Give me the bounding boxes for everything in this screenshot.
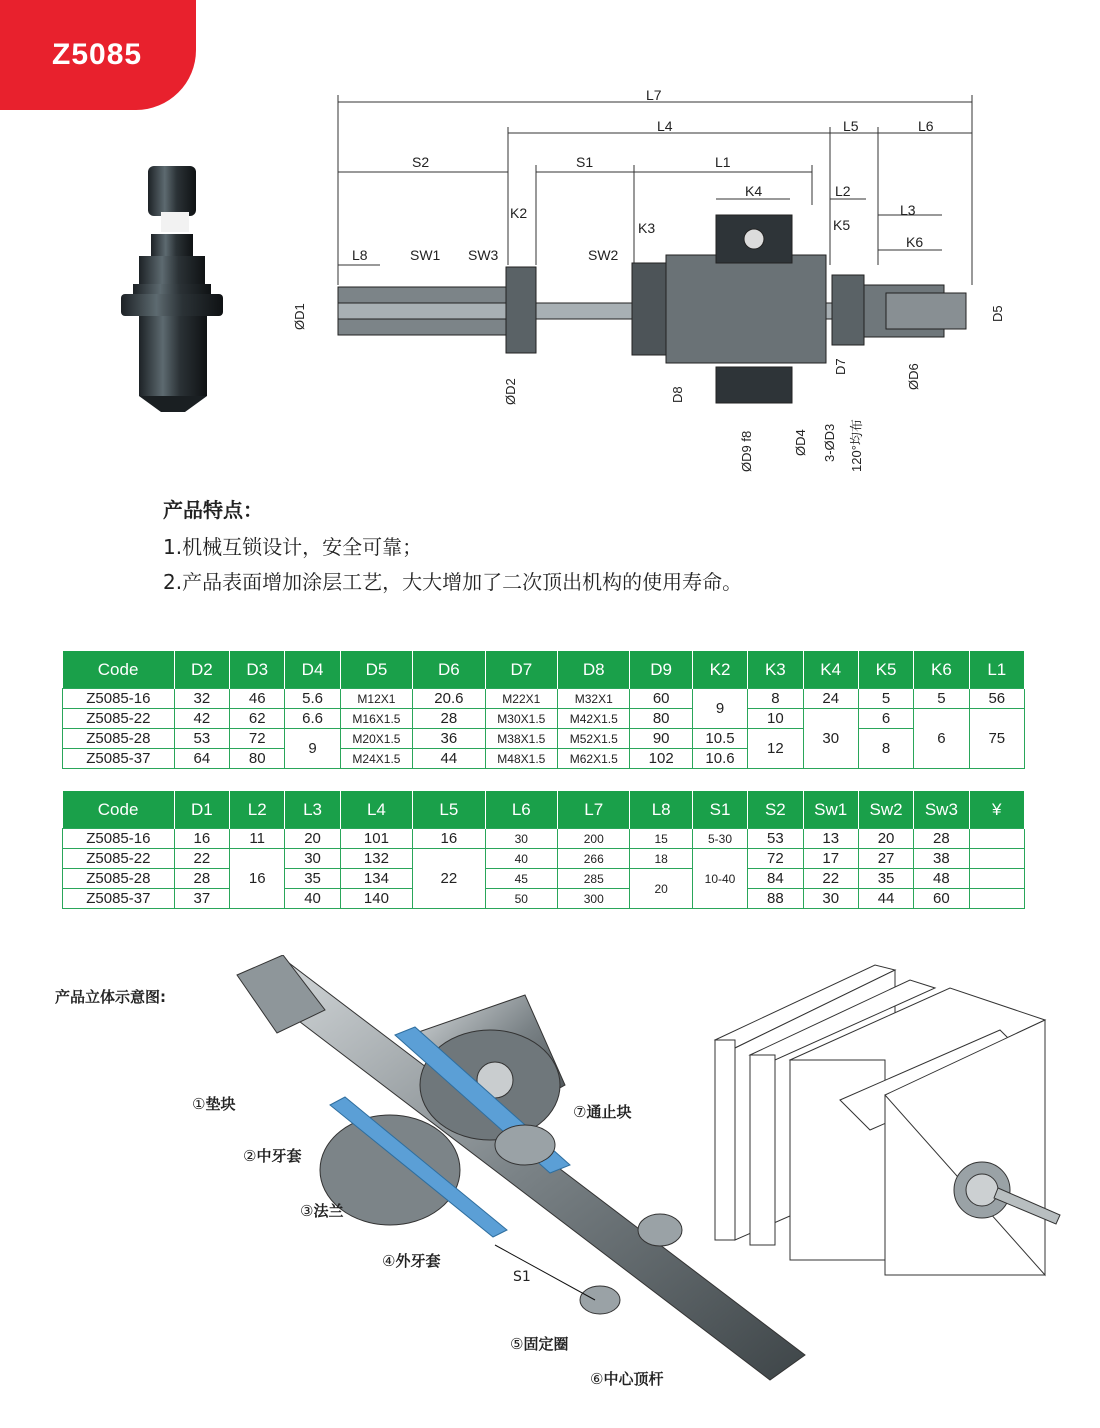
cell: 35 [285,869,340,889]
cell: 5.6 [285,689,340,709]
cell [969,889,1024,909]
cell: 18 [630,849,692,869]
cell: 10 [748,709,803,729]
dim-sw3: SW3 [468,247,499,263]
col-header: L8 [630,791,692,829]
cell: 5-30 [692,829,747,849]
dim-l5: L5 [843,118,859,134]
cell: 80 [230,749,285,769]
product-code-title: Z5085 [52,38,143,71]
col-header: S2 [748,791,803,829]
cell: 53 [174,729,229,749]
col-header: K3 [748,651,803,689]
cell: 72 [748,849,803,869]
cell: 6 [858,709,913,729]
dim-d1: ØD1 [292,303,307,330]
cell: 44 [413,749,485,769]
table-row [63,709,1025,729]
cell-code: Z5085-28 [63,869,175,889]
part-label-3: ③法兰 [300,1202,344,1220]
col-header: D9 [630,651,692,689]
col-header: S1 [692,791,747,829]
cell: 60 [914,889,969,909]
cell: M30X1.5 [485,709,557,729]
dim-d9: ØD9 f8 [739,430,754,472]
cell: 5 [914,689,969,709]
cell: 28 [413,709,485,729]
feature-line-1: 1.机械互锁设计，安全可靠； [163,535,423,559]
cell: 15 [630,829,692,849]
cell: 300 [558,889,630,909]
col-header: L7 [558,791,630,829]
cell: 16 [230,849,285,909]
dim-l2: L2 [835,183,851,199]
spec-table-1 [62,651,1025,769]
table-header-row [63,791,1025,829]
cell: M62X1.5 [558,749,630,769]
cell: 17 [803,849,858,869]
col-header: Sw3 [914,791,969,829]
col-header: D8 [558,651,630,689]
cell: 35 [858,869,913,889]
feature-line-2: 2.产品表面增加涂层工艺，大大增加了二次顶出机构的使用寿命。 [163,570,743,594]
col-header: L5 [413,791,485,829]
title-tab [0,0,196,110]
col-header: L4 [340,791,412,829]
col-header: ¥ [969,791,1024,829]
dim-l7: L7 [646,87,662,103]
cell [969,869,1024,889]
technical-drawing [280,75,1060,485]
col-header: L6 [485,791,557,829]
cell: 32 [174,689,229,709]
cell: 102 [630,749,692,769]
cell: 56 [969,689,1024,709]
s1-label: S1 [513,1269,531,1285]
cell: 22 [413,849,485,909]
col-header: L3 [285,791,340,829]
col-header: D6 [413,651,485,689]
col-header: K5 [858,651,913,689]
cell: 36 [413,729,485,749]
cell: 80 [630,709,692,729]
cell: M16X1.5 [340,709,412,729]
cell: 200 [558,829,630,849]
dim-sw2: SW2 [588,247,619,263]
cell: 6.6 [285,709,340,729]
dim-d6: ØD6 [906,363,921,390]
cell: 28 [174,869,229,889]
cell: 132 [340,849,412,869]
cell: M52X1.5 [558,729,630,749]
cell: 101 [340,829,412,849]
dim-l4: L4 [657,118,673,134]
col-header: Sw2 [858,791,913,829]
cell: 62 [230,709,285,729]
dim-120: 120°均布 [849,419,864,472]
table-row [63,869,1025,889]
cell-code: Z5085-16 [63,689,175,709]
cell: 75 [969,709,1024,769]
dim-k5: K5 [833,217,851,233]
dim-s1: S1 [576,154,594,170]
col-header: L2 [230,791,285,829]
dim-k2: K2 [510,205,528,221]
table-row [63,889,1025,909]
cell: 42 [174,709,229,729]
col-header: Sw1 [803,791,858,829]
dim-k6: K6 [906,234,924,250]
cell: 11 [230,829,285,849]
cell: 90 [630,729,692,749]
dim-d7: D7 [833,358,848,375]
cell: 30 [803,889,858,909]
cell: M24X1.5 [340,749,412,769]
cell: 22 [174,849,229,869]
cell-code: Z5085-37 [63,889,175,909]
features-heading: 产品特点： [163,498,263,522]
cell: M20X1.5 [340,729,412,749]
col-header: K6 [914,651,969,689]
cell: 38 [914,849,969,869]
cell-code: Z5085-22 [63,709,175,729]
cell: 20.6 [413,689,485,709]
cell: 88 [748,889,803,909]
dim-sw1: SW1 [410,247,441,263]
cell: 9 [285,729,340,769]
cell: 20 [630,869,692,909]
dim-d5: D5 [990,305,1005,322]
cell: 285 [558,869,630,889]
cell: M12X1 [340,689,412,709]
cell: 30 [485,829,557,849]
cell: 266 [558,849,630,869]
cell: 40 [285,889,340,909]
col-header: D4 [285,651,340,689]
cell: 9 [692,689,747,729]
dim-k4: K4 [745,183,763,199]
cell: 8 [858,729,913,769]
cell-code: Z5085-28 [63,729,175,749]
part-label-4: ④外牙套 [382,1252,441,1270]
product-photo [115,160,230,420]
dim-d4: ØD4 [793,429,808,456]
part-label-2: ②中牙套 [243,1147,302,1165]
cell: 22 [803,869,858,889]
cell: 37 [174,889,229,909]
table-row [63,829,1025,849]
cell: 45 [485,869,557,889]
cell: 40 [485,849,557,869]
cell: 13 [803,829,858,849]
dim-l8: L8 [352,247,368,263]
dim-l3: L3 [900,202,916,218]
cell: M22X1 [485,689,557,709]
col-header: D1 [174,791,229,829]
cell: 24 [803,689,858,709]
col-header: Code [63,791,175,829]
cell: 134 [340,869,412,889]
cell: 28 [914,829,969,849]
col-header: D3 [230,651,285,689]
cell: M32X1 [558,689,630,709]
cell: 84 [748,869,803,889]
cell: 10.5 [692,729,747,749]
dim-s2: S2 [412,154,430,170]
cell: 48 [914,869,969,889]
dim-d8: D8 [670,386,685,403]
table-header-row [63,651,1025,689]
cell: 30 [803,709,858,769]
mold-installation-diagram [710,960,1080,1290]
cell: 46 [230,689,285,709]
cell: M48X1.5 [485,749,557,769]
cell: 5 [858,689,913,709]
cell: M38X1.5 [485,729,557,749]
cell: 64 [174,749,229,769]
cell: 10.6 [692,749,747,769]
part-label-6: ⑥中心顶杆 [590,1370,664,1388]
table-row [63,729,1025,749]
part-label-5: ⑤固定圈 [510,1335,569,1353]
cell: 6 [914,709,969,769]
dim-d3: 3-ØD3 [822,423,837,462]
table-row [63,849,1025,869]
cell [969,849,1024,869]
cell: 30 [285,849,340,869]
cell: 27 [858,849,913,869]
cell: 16 [413,829,485,849]
dim-k3: K3 [638,220,656,236]
col-header: D2 [174,651,229,689]
table-row [63,689,1025,709]
cell-code: Z5085-16 [63,829,175,849]
spec-table-2 [62,791,1025,909]
cell: 53 [748,829,803,849]
part-label-7: ⑦通止块 [573,1103,632,1121]
cell: 50 [485,889,557,909]
cell: 60 [630,689,692,709]
cell: 8 [748,689,803,709]
cell: 20 [285,829,340,849]
cell: 20 [858,829,913,849]
col-header: K4 [803,651,858,689]
cell [969,829,1024,849]
cell: 12 [748,729,803,769]
cell: 16 [174,829,229,849]
cell: M42X1.5 [558,709,630,729]
dim-l1: L1 [715,154,731,170]
cell: 140 [340,889,412,909]
col-header: D7 [485,651,557,689]
cell: 10-40 [692,849,747,909]
cell-code: Z5085-37 [63,749,175,769]
col-header: Code [63,651,175,689]
part-label-1: ①垫块 [192,1095,236,1113]
view3d-heading: 产品立体示意图: [55,988,166,1006]
col-header: L1 [969,651,1024,689]
cell: 44 [858,889,913,909]
dim-d2: ØD2 [503,378,518,405]
cell-code: Z5085-22 [63,849,175,869]
col-header: K2 [692,651,747,689]
cell: 72 [230,729,285,749]
dim-l6: L6 [918,118,934,134]
col-header: D5 [340,651,412,689]
